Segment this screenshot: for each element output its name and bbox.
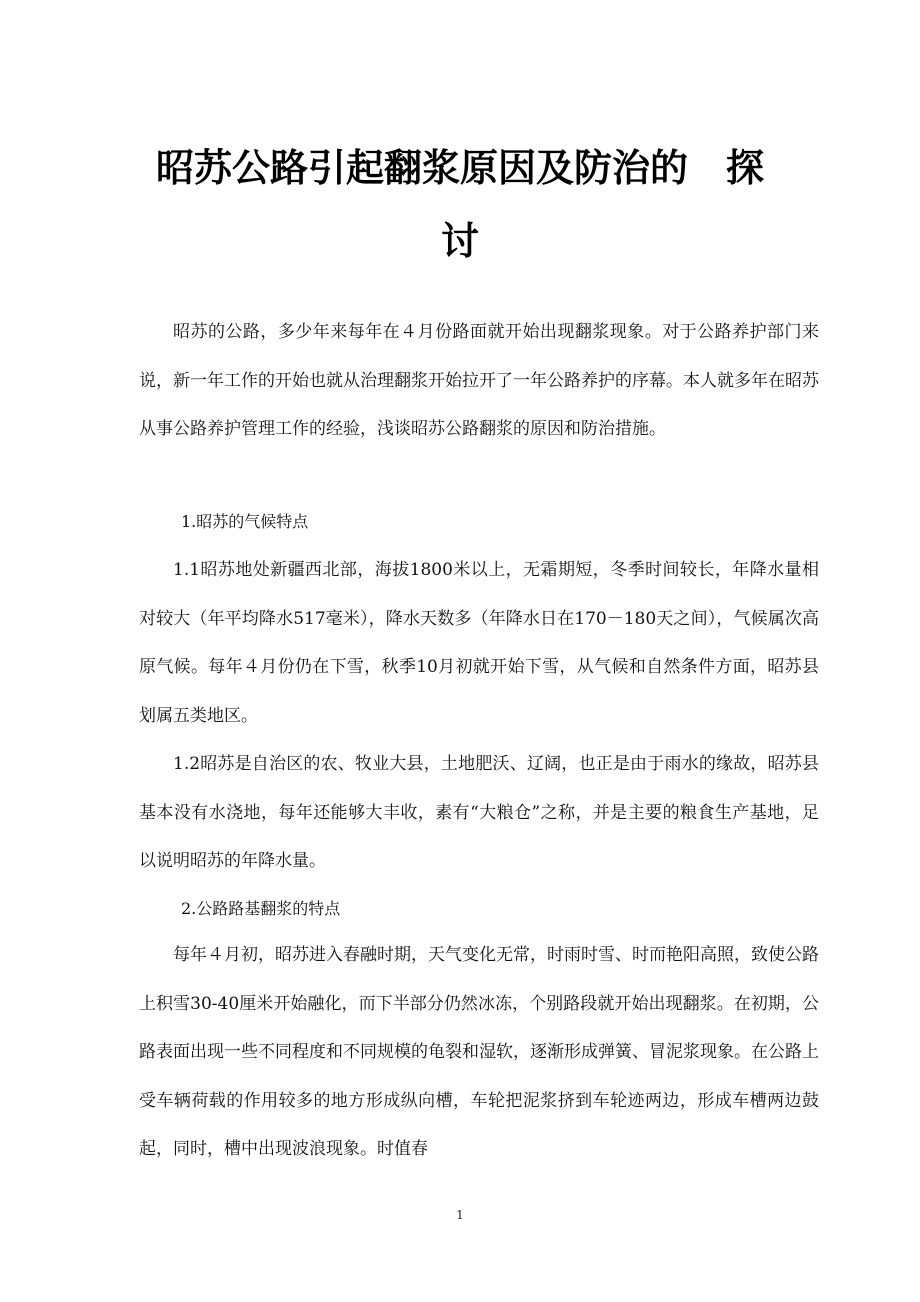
document-title-line1: 昭苏公路引起翻浆原因及防治的 探 <box>155 146 764 190</box>
paragraph-2-1: 每年４月初，昭苏进入春融时期，天气变化无常，时雨时雪、时而艳阳高照，致使公路上积雪30-40厘米开始融化，而下半部分仍然冰冻，个别路段就开始出现翻浆。在初期，公路表面出现一些不同程度和不同规模的龟裂和湿软，逐渐形成弹簧、冒泥浆现象。在公路上受车辆荷载的作用较多的地方形成纵向槽，车轮把泥浆挤到车轮迹两边，形成车槽两边鼓起，同时，槽中出现波浪现象。时值春 <box>139 945 819 1159</box>
paragraph-1-1: 1.1昭苏地处新疆西北部，海拔1800米以上，无霜期短，冬季时间较长，年降水量相对较大（年平均降水517毫米），降水天数多（年降水日在170－180天之间），气候属次高原气候。每年４月份仍在下雪，秋季10月初就开始下雪，从气候和自然条件方面，昭苏县划属五类地区。 <box>139 560 819 726</box>
document-title-line2: 讨 <box>440 219 479 263</box>
section2-block <box>139 931 819 1174</box>
paragraph-1-2: 1.2昭苏是自治区的农、牧业大县，土地肥沃、辽阔，也正是由于雨水的缘故，昭苏县基本没有水浇地，每年还能够大丰收，素有“大粮仓”之称，并是主要的粮食生产基地，足以说明昭苏的年降水量。 <box>139 754 819 871</box>
intro-block <box>139 308 819 454</box>
section1-heading-block <box>139 498 819 547</box>
page-number: 1 <box>456 1208 464 1222</box>
section2-heading-block <box>139 885 819 934</box>
section-heading-climate: 1.昭苏的气候特点 <box>181 512 309 531</box>
section1-block <box>139 546 819 886</box>
intro-paragraph: 昭苏的公路，多少年来每年在４月份路面就开始出现翻浆现象。对于公路养护部门来说，新一年工作的开始也就从治理翻浆开始拉开了一年公路养护的序幕。本人就多年在昭苏从事公路养护管理工作的经验，浅谈昭苏公路翻浆的原因和防治措施。 <box>139 322 819 439</box>
section-heading-frost-boiling: 2.公路路基翻浆的特点 <box>181 899 341 918</box>
